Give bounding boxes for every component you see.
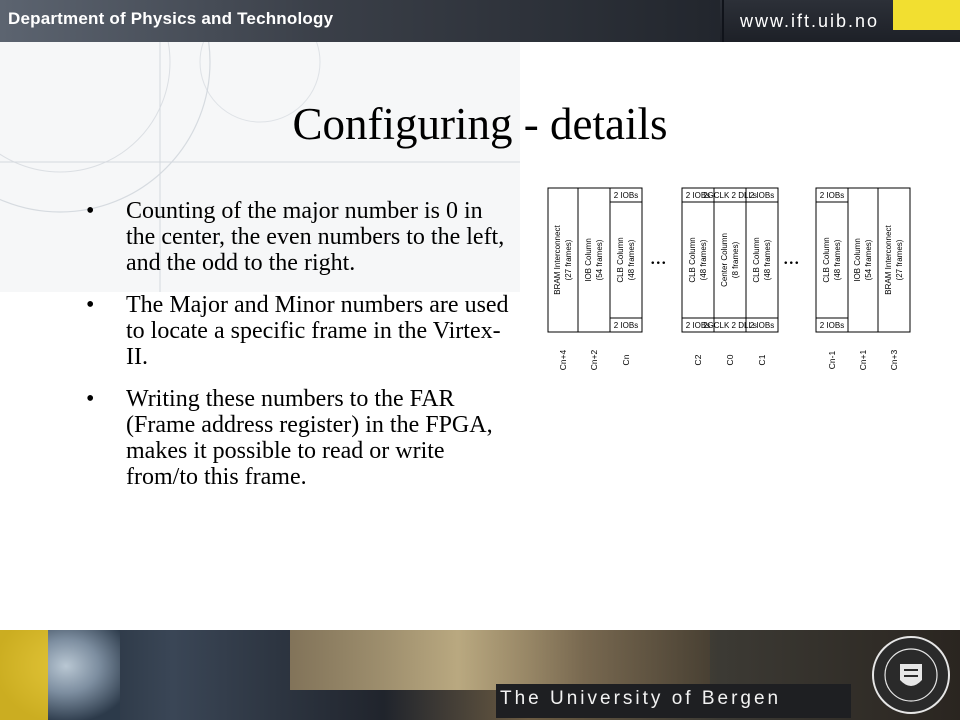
bullet-item — [86, 386, 516, 490]
footer-banner — [0, 630, 960, 720]
column-index-label: Cn+3 — [889, 349, 899, 371]
column-index-label: Cn-1 — [827, 350, 837, 370]
column-index-label: C1 — [757, 354, 767, 366]
column-name: CLB Column — [688, 237, 697, 283]
column-name: CLB Column — [822, 237, 831, 283]
ellipsis-right: ... — [783, 244, 800, 269]
column-labels — [558, 349, 899, 370]
column-top-cap: 2 IOBs — [613, 191, 639, 200]
column-name: IOB Column — [584, 238, 593, 282]
ellipsis-left: ... — [650, 244, 667, 269]
column-index-label: Cn+2 — [589, 349, 599, 371]
column-frames: (54 frames) — [864, 239, 873, 281]
column-name: CLB Column — [752, 237, 761, 283]
column-frames: (48 frames) — [833, 239, 842, 281]
column-bottom-cap: 2GCLK 2 DLLs — [703, 321, 757, 330]
column-index-label: Cn — [621, 354, 631, 366]
column-frames: (54 frames) — [595, 239, 604, 281]
column-index-label: Cn+4 — [558, 349, 568, 371]
frame-column-diagram — [520, 180, 920, 390]
bullet-text: Writing these numbers to the FAR (Frame address register) in the FPGA, makes it possible to read or write from/to this frame. — [126, 386, 493, 490]
column-frames: (48 frames) — [763, 239, 772, 281]
column-name: Center Column — [720, 233, 729, 287]
column-name: IOB Column — [853, 238, 862, 282]
bullet-item — [86, 198, 516, 276]
column-top-cap: 2 IOBs — [819, 191, 845, 200]
footer-yellow-strip — [0, 630, 48, 720]
column-index-label: C0 — [725, 354, 735, 366]
column-index-label: C2 — [693, 354, 703, 366]
header-divider — [722, 0, 724, 42]
bullet-marker: • — [86, 292, 95, 318]
bullet-list — [86, 198, 516, 506]
university-name: The University of Bergen — [500, 688, 782, 709]
column-top-cap: 2 IOBs — [685, 191, 711, 200]
column-frames: (27 frames) — [564, 239, 573, 281]
header-url: www.ift.uib.no — [740, 11, 880, 31]
column-name: BRAM Interconnect — [553, 225, 562, 295]
footer-photo-building — [290, 630, 710, 690]
column-index-label: Cn+1 — [858, 349, 868, 371]
bullet-marker: • — [86, 198, 95, 224]
column-top-cap: 2 IOBs — [749, 191, 775, 200]
department-title: Department of Physics and Technology — [8, 9, 334, 28]
slide-title: Configuring - details — [292, 99, 668, 149]
column-frames: (8 frames) — [731, 241, 740, 279]
yellow-accent-square — [893, 0, 960, 30]
column-bottom-cap: 2 IOBs — [685, 321, 711, 330]
column-bottom-cap: 2 IOBs — [613, 321, 639, 330]
column-name: BRAM Interconnect — [884, 225, 893, 295]
bullet-text: Counting of the major number is 0 in the center, the even numbers to the left, and the odd to the right. — [126, 198, 505, 276]
column-top-cap: 2GCLK 2 DLLs — [703, 191, 757, 200]
university-seal — [870, 634, 952, 716]
column-name: CLB Column — [616, 237, 625, 283]
bullet-item — [86, 292, 516, 370]
bullet-marker: • — [86, 386, 95, 412]
column-frames: (48 frames) — [627, 239, 636, 281]
column-bottom-cap: 2 IOBs — [819, 321, 845, 330]
column-frames: (48 frames) — [699, 239, 708, 281]
bullet-text: The Major and Minor numbers are used to locate a specific frame in the Virtex-II. — [126, 292, 509, 370]
column-bottom-cap: 2 IOBs — [749, 321, 775, 330]
column-frames: (27 frames) — [895, 239, 904, 281]
